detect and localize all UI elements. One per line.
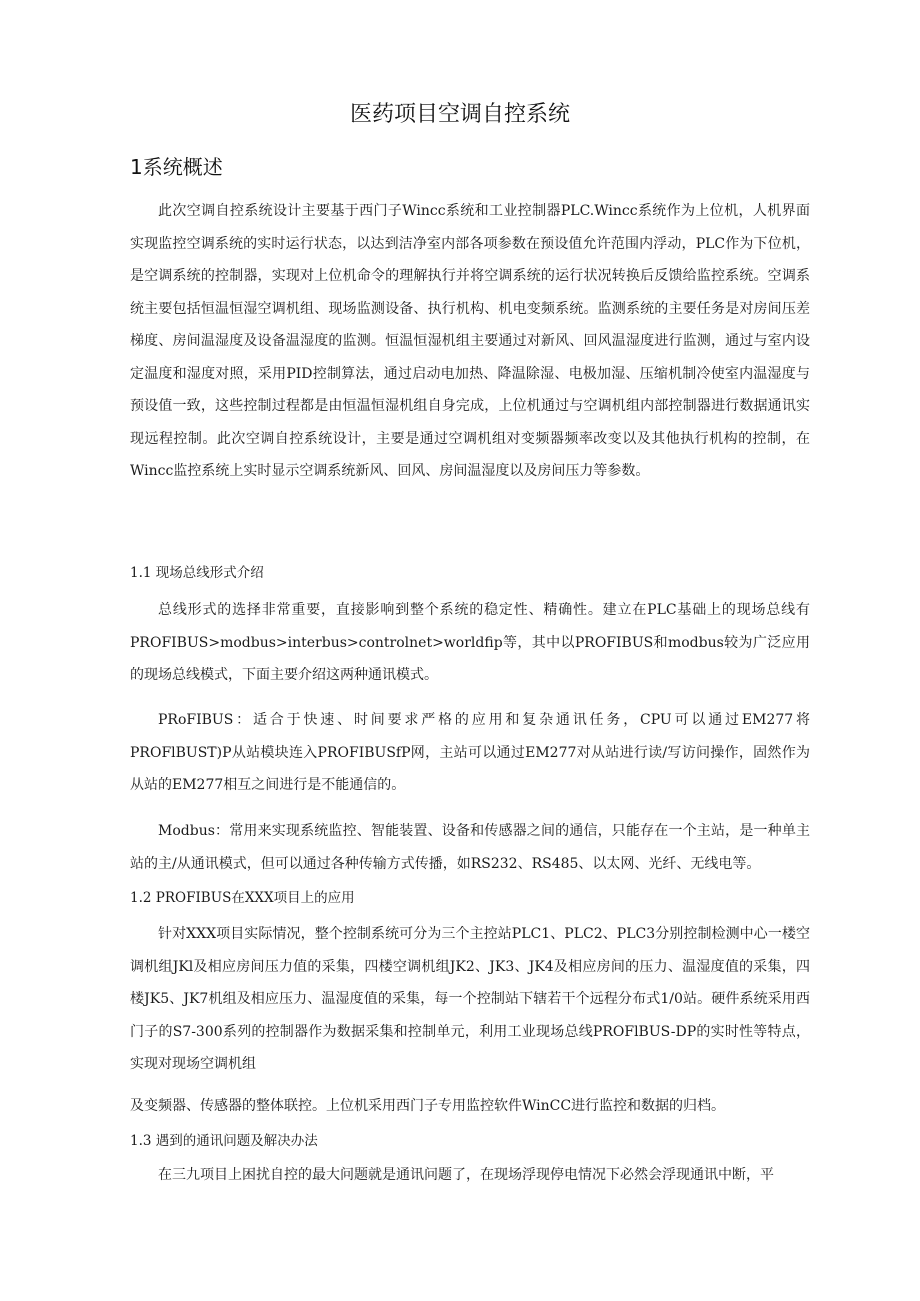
section-heading-1-3: 1.3 遇到的通讯问题及解决办法 xyxy=(130,1133,318,1149)
document-title: 医药项目空调自控系统 xyxy=(349,102,570,127)
section-1-1-paragraph-3: Modbus：常用来实现系统监控、智能装置、设备和传感器之间的通信，只能存在一个主站，是一种单主站的主/从通讯模式，但可以通过各种传输方式传播，如RS232、RS485、以太网、光纤、无线电等。 xyxy=(130,823,810,872)
section-1-2-paragraph-1: 针对XXX项目实际情况，整个控制系统可分为三个主控站PLC1、PLC2、PLC3分别控制检测中心一楼空调机组JKl及相应房间压力值的采集，四楼空调机组JK2、JK3、JK4及相应房间的压力、温湿度值的采集，四楼JK5、JK7机组及相应压力、温湿度值的采集，每一个控制站下辖若干个远程分布式1/0站。硬件系统采用西门子的S7-300系列的控制器作为数据采集和控制单元，利用工业现场总线PROFlBUS-DP的实时性等特点，实现对现场空调机组 xyxy=(130,926,810,1072)
section-1-1-paragraph-2: PRoFIBUS：适合于快速、时间要求严格的应用和复杂通讯任务，CPU可以通过EM277将PROFlBUST)P从站模块连入PROFIBUSfP网，主站可以通过EM277对从站进行读/写访问操作，固然作为从站的EM277相互之间进行是不能通信的。 xyxy=(130,712,810,793)
section-heading-1-2: 1.2 PROFIBUS在XXX项目上的应用 xyxy=(130,890,355,906)
section-1-2-paragraph-tail: 及变频器、传感器的整体联控。上位机采用西门子专用监控软件WinCC进行监控和数据的归档。 xyxy=(130,1098,726,1114)
section-1-intro-paragraph: 此次空调自控系统设计主要基于西门子Wincc系统和工业控制器PLC.Wincc系统作为上位机，人机界面实现监控空调系统的实时运行状态，以达到洁净室内部各项参数在预设值允许范围内浮动，PLC作为下位机，是空调系统的控制器，实现对上位机命令的理解执行并将空调系统的运行状况转换后反馈给监控系统。空调系统主要包括恒温恒湿空调机组、现场监测设备、执行机构、机电变频系统。监测系统的主要任务是对房间压差梯度、房间温湿度及设备温湿度的监测。恒温恒湿机组主要通过对新风、回风温湿度进行监测，通过与室内设定温度和湿度对照，采用PID控制算法，通过启动电加热、降温除湿、电极加湿、压缩机制冷使室内温湿度与预设值一致，这些控制过程都是由恒温恒湿机组自身完成，上位机通过与空调机组内部控制器进行数据通讯实现远程控制。此次空调自控系统设计，主要是通过空调机组对变频器频率改变以及其他执行机构的控制，在Wincc监控系统上实时显示空调系统新风、回风、房间温湿度以及房间压力等参数。 xyxy=(130,203,810,479)
section-1-1-paragraph-1: 总线形式的选择非常重要，直接影响到整个系统的稳定性、精确性。建立在PLC基础上的现场总线有PROFIBUS>modbus>interbus>controlnet>worldfip等，其中以PROFIBUS和modbus较为广泛应用的现场总线模式，下面主要介绍这两种通讯模式。 xyxy=(130,602,810,683)
section-1-3-paragraph-1: 在三九项目上困扰自控的最大问题就是通讯问题了，在现场浮现停电情况下必然会浮现通讯中断，平 xyxy=(158,1167,774,1183)
section-heading-1: 1系统概述 xyxy=(130,155,223,179)
section-heading-1-1: 1.1 现场总线形式介绍 xyxy=(130,565,264,581)
